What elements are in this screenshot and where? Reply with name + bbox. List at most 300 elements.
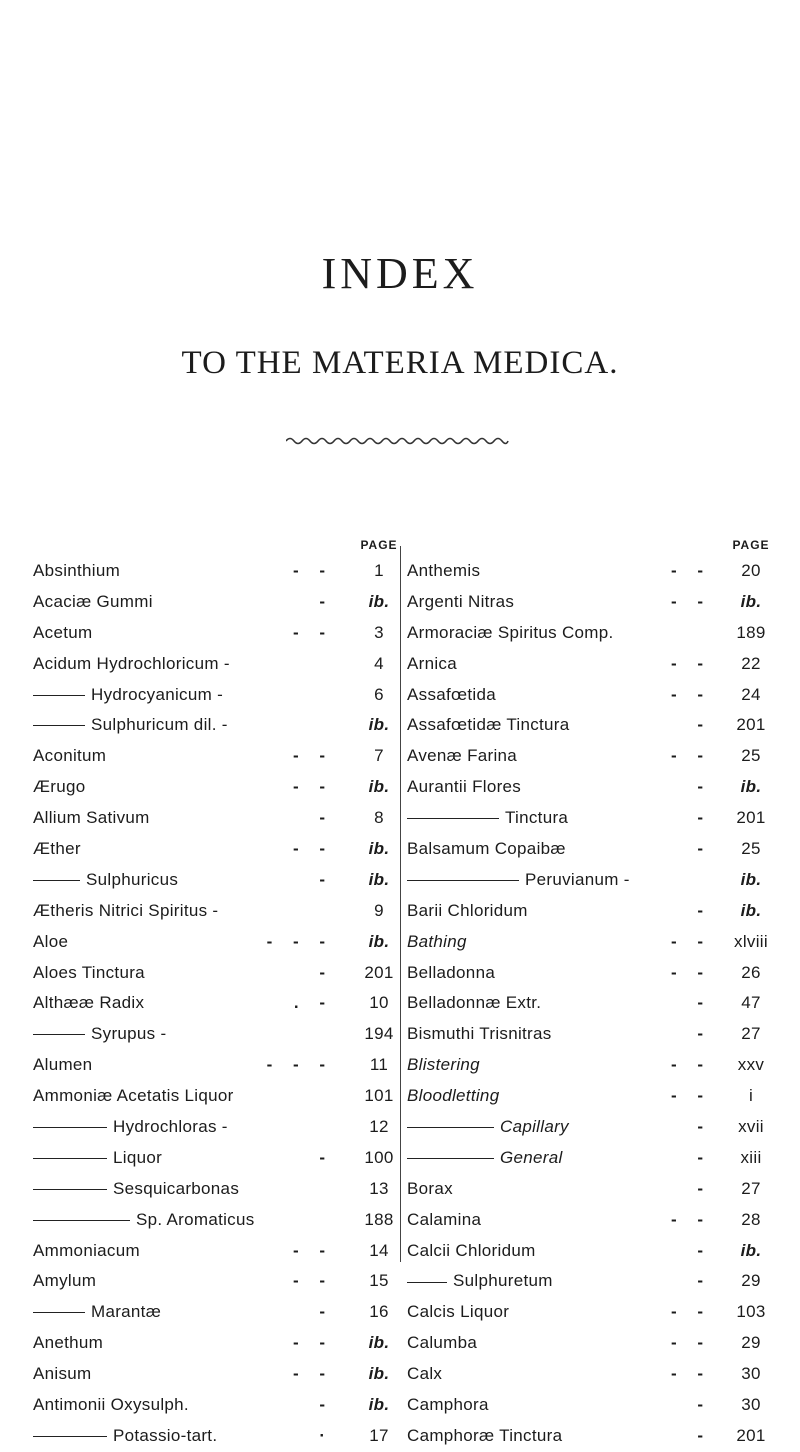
index-entry (407, 988, 769, 1019)
leader-dashes: - (319, 1147, 333, 1167)
entry-name (33, 1019, 166, 1050)
entry-label: Calumba (407, 1333, 478, 1353)
entry-name (407, 1297, 509, 1328)
leader-dashes: - - (670, 561, 711, 580)
index-entry (407, 1266, 769, 1297)
index-entry (407, 1050, 769, 1081)
entry-page-number: ib. (740, 777, 762, 797)
entry-label: Argenti Nitras (407, 591, 515, 611)
ditto-rule (33, 1034, 85, 1035)
entry-label: Camphora (407, 1395, 489, 1415)
index-entries (407, 556, 769, 1452)
entry-page-number: 28 (741, 1209, 761, 1229)
entry-label: Syrupus - (91, 1024, 167, 1044)
entry-label: Ærugo (33, 777, 86, 797)
entry-name (33, 618, 92, 649)
entry-name (33, 927, 68, 958)
leader-dashes: - - (670, 653, 711, 673)
entry-name (33, 1205, 255, 1236)
entry-name (33, 896, 218, 927)
leader-dashes: - - (292, 1364, 333, 1384)
entry-label: Hydrocyanicum - (91, 684, 224, 704)
entry-label: Acidum Hydrochloricum - (33, 653, 230, 673)
leader-dashes: - (697, 1271, 711, 1291)
leader-dashes: - - (292, 1271, 333, 1291)
leader-dashes: - - (670, 931, 711, 951)
entry-label: Antimonii Oxysulph. (33, 1395, 189, 1415)
page-title: INDEX (321, 249, 479, 298)
entry-label: Sulphuricum dil. - (91, 715, 228, 735)
leader-dashes: - (319, 869, 333, 889)
index-entry (33, 1236, 391, 1267)
index-entry (407, 1174, 769, 1205)
index-entry (33, 587, 391, 618)
ornament-divider (286, 436, 516, 446)
entry-page-number: ib. (368, 931, 390, 951)
index-entry (33, 1390, 391, 1421)
entry-name (407, 988, 541, 1019)
index-entry (33, 649, 391, 680)
entry-label: Calamina (407, 1209, 482, 1229)
leader-dashes: · (319, 1425, 333, 1445)
entry-label: Hydrochloras - (113, 1117, 228, 1137)
leader-dashes: - (319, 591, 333, 611)
entry-page-number: ib. (740, 869, 762, 889)
entry-name (33, 741, 106, 772)
entry-name (33, 958, 145, 989)
leader-dashes: - - (670, 591, 711, 611)
entry-label: Althææ Radix (33, 993, 145, 1013)
entry-label: Aloes Tinctura (33, 962, 145, 982)
entry-page-number: xvii (738, 1117, 764, 1137)
entry-page-number: 6 (374, 684, 384, 704)
ditto-rule (33, 695, 85, 696)
entry-name (33, 1297, 161, 1328)
index-entry (33, 1328, 391, 1359)
entry-label: Camphoræ Tinctura (407, 1425, 563, 1445)
entry-name (407, 1174, 453, 1205)
leader-dashes: - (697, 1178, 711, 1198)
entry-page-number: ib. (368, 715, 390, 735)
leader-dashes: - - (670, 1302, 711, 1322)
index-entry (33, 1297, 391, 1328)
entry-page-number: 25 (741, 839, 761, 859)
entry-label: Sesquicarbonas (113, 1178, 240, 1198)
entry-name (407, 1328, 477, 1359)
index-entry (407, 1236, 769, 1267)
index-entry (33, 556, 391, 587)
entry-label: Æther (33, 839, 81, 859)
entry-label: Marantæ (91, 1302, 162, 1322)
leader-dashes: - - - (266, 931, 333, 951)
index-entry (407, 958, 769, 989)
entry-name (407, 1359, 442, 1390)
entry-page-number: ib. (368, 1333, 390, 1353)
leader-dashes: - - (292, 1240, 333, 1260)
entry-name (407, 618, 614, 649)
entry-label: Capillary (500, 1117, 569, 1137)
entry-name (407, 834, 566, 865)
entry-page-number: xiii (740, 1147, 762, 1167)
entry-name (407, 1019, 552, 1050)
entry-name (407, 772, 521, 803)
leader-dashes: - (697, 1024, 711, 1044)
entry-label: Assafœtida (407, 684, 496, 704)
entry-name (407, 741, 517, 772)
entry-name (33, 1236, 140, 1267)
leader-dashes: - (319, 808, 333, 828)
leader-dashes: - - (292, 622, 333, 642)
ditto-rule (407, 818, 499, 819)
ditto-rule (33, 880, 80, 881)
ditto-rule (33, 1312, 85, 1313)
entry-name (407, 1112, 569, 1143)
leader-dashes: - (697, 1147, 711, 1167)
entry-name (407, 1205, 481, 1236)
entry-name (33, 1050, 92, 1081)
ditto-rule (407, 1158, 494, 1159)
entry-page-number: 8 (374, 808, 384, 828)
entry-name (407, 958, 495, 989)
entry-page-number: 47 (741, 993, 761, 1013)
index-entry (33, 958, 394, 989)
leader-dashes: - - (670, 746, 711, 766)
entry-label: Tinctura (505, 808, 569, 828)
entry-page-number: 30 (741, 1364, 761, 1384)
leader-dashes: - - (292, 1333, 333, 1353)
entry-page-number: 11 (369, 1055, 389, 1075)
index-entry (407, 1019, 769, 1050)
entry-page-number: i (748, 1086, 754, 1106)
entry-page-number: 1 (374, 561, 384, 580)
index-entry (33, 1081, 394, 1112)
entry-label: Allium Sativum (33, 808, 150, 828)
ditto-rule (407, 1282, 447, 1283)
entry-page-number: ib. (368, 1395, 390, 1415)
entry-label: Calcii Chloridum (407, 1240, 536, 1260)
entry-page-number: ib. (368, 1364, 390, 1384)
entry-label: Belladonna (407, 962, 496, 982)
entry-label: Avenæ Farina (407, 746, 518, 766)
entry-name (33, 772, 86, 803)
entry-name (407, 865, 630, 896)
page-subtitle: TO THE MATERIA MEDICA. (181, 345, 619, 381)
index-entry (407, 1359, 769, 1390)
entry-page-number: 3 (374, 622, 384, 642)
entry-label: Potassio-tart. (113, 1425, 218, 1445)
leader-dashes: - (319, 962, 333, 982)
index-entry (407, 1143, 769, 1174)
leader-dashes: - (697, 715, 711, 735)
entry-page-number: 194 (364, 1024, 394, 1044)
index-entry (33, 1050, 391, 1081)
entry-label: Anthemis (407, 561, 481, 580)
entry-page-number: 4 (374, 653, 384, 673)
index-entry (33, 1421, 391, 1452)
entry-page-number: 20 (741, 561, 761, 580)
entry-page-number: ib. (740, 900, 762, 920)
entry-label: Bathing (407, 931, 467, 951)
leader-dashes: - (319, 1302, 333, 1322)
entry-name (33, 710, 228, 741)
entry-page-number: ib. (368, 777, 390, 797)
entry-label: Sp. Aromaticus (136, 1209, 255, 1229)
entry-label: Barii Chloridum (407, 900, 528, 920)
index-entry (407, 618, 769, 649)
ditto-rule (33, 1436, 107, 1437)
entry-page-number: ib. (368, 591, 390, 611)
leader-dashes: - (697, 900, 711, 920)
entry-label: Absinthium (33, 561, 121, 580)
index-entry (407, 1421, 769, 1452)
entry-label: Sulphuretum (453, 1271, 553, 1291)
entry-label: Peruvianum - (525, 869, 630, 889)
entry-page-number: 27 (741, 1024, 761, 1044)
entry-page-number: ib. (368, 839, 390, 859)
leader-dashes: - - (670, 1055, 711, 1075)
index-entry (407, 649, 769, 680)
ditto-rule (33, 1127, 107, 1128)
leader-dashes: - (697, 839, 711, 859)
entry-name (407, 1050, 480, 1081)
index-entry (407, 927, 769, 958)
index-entries (33, 556, 394, 1452)
leader-dashes: - - (292, 839, 333, 859)
leader-dashes: - (697, 1240, 711, 1260)
entry-page-number: 14 (369, 1240, 389, 1260)
entry-label: General (500, 1147, 563, 1167)
entry-page-number: 10 (369, 993, 389, 1013)
entry-name (33, 1421, 217, 1452)
entry-page-number: xlviii (734, 931, 768, 951)
entry-name (407, 587, 514, 618)
index-entry (407, 865, 769, 896)
index-entry (33, 1205, 394, 1236)
leader-dashes: - - - (266, 1055, 333, 1075)
entry-label: Aconitum (33, 746, 107, 766)
leader-dashes: - (697, 1395, 711, 1415)
entry-page-number: 30 (741, 1395, 761, 1415)
entry-page-number: 26 (741, 962, 761, 982)
entry-name (33, 834, 81, 865)
entry-name (33, 1359, 92, 1390)
leader-dashes: - - (670, 1086, 711, 1106)
entry-label: Calx (407, 1364, 443, 1384)
entry-label: Calcis Liquor (407, 1302, 510, 1322)
entry-page-number: ib. (740, 591, 762, 611)
ditto-rule (407, 1127, 494, 1128)
index-entry (407, 1112, 769, 1143)
leader-dashes: - - (292, 561, 333, 580)
entry-name (407, 1143, 563, 1174)
entry-label: Aurantii Flores (407, 777, 522, 797)
ditto-rule (33, 1158, 107, 1159)
entry-name (33, 556, 120, 587)
entry-label: Borax (407, 1178, 453, 1198)
entry-page-number: 201 (736, 808, 766, 828)
entry-page-number: 17 (369, 1425, 389, 1445)
entry-name (33, 1266, 96, 1297)
index-entry (407, 587, 769, 618)
index-entry (33, 710, 391, 741)
entry-label: Bloodletting (407, 1086, 500, 1106)
entry-name (407, 680, 496, 711)
index-entry (407, 896, 769, 927)
entry-page-number: 201 (736, 1425, 766, 1445)
entry-page-number: 100 (364, 1147, 394, 1167)
entry-name (33, 587, 153, 618)
entry-name (407, 896, 528, 927)
entry-name (407, 556, 480, 587)
leader-dashes: - - (670, 684, 711, 704)
index-entry (33, 988, 391, 1019)
entry-label: Bismuthi Trisnitras (407, 1024, 552, 1044)
entry-page-number: 12 (369, 1117, 389, 1137)
entry-page-number: 9 (374, 900, 384, 920)
entry-name (407, 710, 570, 741)
index-entry (33, 1019, 394, 1050)
entry-label: Blistering (407, 1055, 480, 1075)
leader-dashes: - (697, 1117, 711, 1137)
entry-label: Anisum (33, 1364, 92, 1384)
entry-page-number: 103 (736, 1302, 766, 1322)
entry-page-number: 13 (369, 1178, 389, 1198)
leader-dashes: - (697, 808, 711, 828)
index-entry (33, 896, 391, 927)
page-column-heading: PAGE (732, 538, 770, 552)
index-entry (407, 680, 769, 711)
entry-label: Alumen (33, 1055, 93, 1075)
entry-name (33, 865, 178, 896)
leader-dashes: - - (670, 962, 711, 982)
entry-name (33, 1112, 228, 1143)
entry-page-number: 25 (741, 746, 761, 766)
page-column-heading: PAGE (360, 538, 398, 552)
index-entry (407, 1297, 769, 1328)
entry-page-number: xxv (737, 1055, 765, 1075)
entry-label: Acetum (33, 622, 93, 642)
entry-label: Assafœtidæ Tinctura (407, 715, 570, 735)
entry-label: Aloe (33, 931, 69, 951)
entry-page-number: ib. (368, 869, 390, 889)
entry-page-number: ib. (740, 1240, 762, 1260)
leader-dashes: - - (292, 746, 333, 766)
index-entry (407, 556, 769, 587)
index-entry (407, 1328, 769, 1359)
leader-dashes: - (697, 993, 711, 1013)
entry-label: Sulphuricus (86, 869, 179, 889)
index-entry (33, 1143, 394, 1174)
entry-name (407, 1236, 536, 1267)
index-entry (33, 1174, 391, 1205)
index-entry (33, 772, 391, 803)
entry-name (407, 1421, 562, 1452)
entry-label: Arnica (407, 653, 457, 673)
index-entry (33, 1112, 391, 1143)
entry-page-number: 189 (736, 622, 766, 642)
leader-dashes: - (697, 777, 711, 797)
index-entry (407, 1205, 769, 1236)
entry-page-number: 24 (741, 684, 761, 704)
index-entry (33, 865, 391, 896)
entry-name (407, 1390, 489, 1421)
entry-page-number: 22 (741, 653, 761, 673)
index-entry (407, 1081, 769, 1112)
entry-label: Ammoniæ Acetatis Liquor (33, 1086, 234, 1106)
entry-name (407, 1266, 553, 1297)
leader-dashes: - (319, 1395, 333, 1415)
index-entry (407, 710, 769, 741)
leader-dashes: - - (670, 1333, 711, 1353)
entry-label: Ætheris Nitrici Spiritus - (33, 900, 219, 920)
index-entry (33, 1266, 391, 1297)
entry-name (407, 927, 467, 958)
ditto-rule (33, 1220, 130, 1221)
index-entry (407, 803, 769, 834)
index-entry (33, 1359, 391, 1390)
entry-label: Anethum (33, 1333, 104, 1353)
index-entry (407, 1390, 769, 1421)
ditto-rule (33, 725, 85, 726)
leader-dashes: - (697, 1425, 711, 1445)
leader-dashes: - - (670, 1209, 711, 1229)
entry-name (33, 649, 230, 680)
leader-dashes: - - (292, 777, 333, 797)
entry-page-number: 201 (364, 962, 394, 982)
entry-page-number: 29 (741, 1333, 761, 1353)
entry-name (407, 803, 568, 834)
entry-name (33, 680, 223, 711)
entry-page-number: 16 (369, 1302, 389, 1322)
entry-name (33, 1143, 162, 1174)
index-entry (407, 741, 769, 772)
index-entry (407, 834, 769, 865)
entry-label: Balsamum Copaibæ (407, 839, 566, 859)
entry-label: Amylum (33, 1271, 97, 1291)
entry-label: Belladonnæ Extr. (407, 993, 542, 1013)
index-entry (33, 680, 391, 711)
leader-dashes: . - (293, 993, 333, 1013)
entry-label: Liquor (113, 1147, 163, 1167)
entry-name (33, 1081, 234, 1112)
ditto-rule (407, 880, 519, 881)
entry-name (407, 649, 457, 680)
entry-label: Acaciæ Gummi (33, 591, 153, 611)
index-entry (33, 741, 391, 772)
entry-page-number: 27 (741, 1178, 761, 1198)
entry-page-number: 15 (369, 1271, 389, 1291)
entry-name (33, 1174, 239, 1205)
entry-page-number: 101 (364, 1086, 394, 1106)
entry-name (407, 1081, 499, 1112)
entry-name (33, 803, 150, 834)
entry-name (33, 1390, 189, 1421)
entry-page-number: 188 (364, 1209, 394, 1229)
leader-dashes: - - (670, 1364, 711, 1384)
index-entry (33, 803, 391, 834)
entry-label: Ammoniacum (33, 1240, 140, 1260)
index-entry (33, 927, 391, 958)
entry-name (33, 1328, 103, 1359)
entry-page-number: 29 (741, 1271, 761, 1291)
index-entry (407, 772, 769, 803)
entry-label: Armoraciæ Spiritus Comp. (407, 622, 614, 642)
ditto-rule (33, 1189, 107, 1190)
entry-name (33, 988, 144, 1019)
index-entry (33, 618, 391, 649)
entry-page-number: 7 (374, 746, 384, 766)
entry-page-number: 201 (736, 715, 766, 735)
